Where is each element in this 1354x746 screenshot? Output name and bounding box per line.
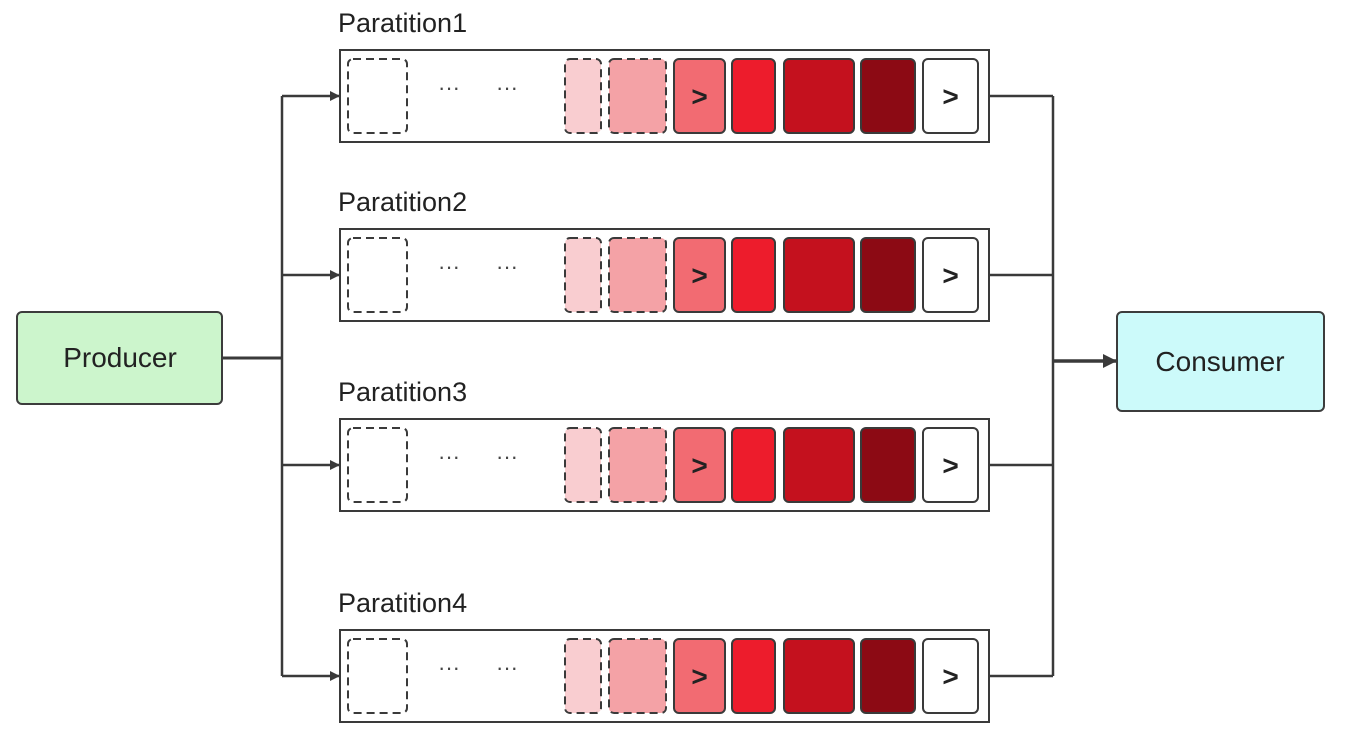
queue-cell-message-crimson [784, 639, 854, 713]
producer-node[interactable] [17, 312, 222, 404]
queue-cell-pending-pink [609, 238, 666, 312]
queue-ellipsis: ··· [496, 254, 518, 279]
producer-label: Producer [63, 342, 177, 373]
queue-cell-pending-light [565, 639, 601, 713]
queue-ellipsis: ··· [496, 655, 518, 680]
partition-label: Paratition2 [338, 187, 468, 217]
cell-arrow-label: > [942, 661, 959, 692]
cell-arrow-label: > [942, 260, 959, 291]
consumer-node[interactable] [1117, 312, 1324, 411]
queue-cell-empty-slot [348, 238, 407, 312]
consumer-label: Consumer [1155, 346, 1285, 377]
queue-ellipsis: ··· [438, 655, 460, 680]
queue-cell-message-darkred [861, 639, 915, 713]
queue-ellipsis: ··· [438, 75, 460, 100]
partition-label: Paratition3 [338, 377, 468, 407]
queue-ellipsis: ··· [496, 75, 518, 100]
queue-cell-pending-pink [609, 428, 666, 502]
queue-cell-message-crimson [784, 238, 854, 312]
queue-ellipsis: ··· [496, 444, 518, 469]
queue-cell-message-red [732, 59, 775, 133]
queue-cell-message-darkred [861, 428, 915, 502]
queue-cell-message-crimson [784, 59, 854, 133]
queue-cell-message-red [732, 428, 775, 502]
partition-label: Paratition4 [338, 588, 468, 618]
queue-cell-message-darkred [861, 238, 915, 312]
partition-3 [338, 377, 989, 511]
partition-2 [338, 187, 989, 321]
cell-arrow-label: > [691, 260, 708, 291]
queue-cell-pending-pink [609, 639, 666, 713]
partition-1 [338, 8, 989, 142]
queue-cell-message-red [732, 639, 775, 713]
queue-cell-empty-slot [348, 59, 407, 133]
queue-cell-message-crimson [784, 428, 854, 502]
cell-arrow-label: > [691, 661, 708, 692]
queue-cell-pending-light [565, 428, 601, 502]
queue-cell-message-darkred [861, 59, 915, 133]
partition-4 [338, 588, 989, 722]
cell-arrow-label: > [691, 450, 708, 481]
queue-cell-empty-slot [348, 428, 407, 502]
queue-cell-pending-light [565, 238, 601, 312]
queue-cell-pending-pink [609, 59, 666, 133]
queue-cell-pending-light [565, 59, 601, 133]
queue-ellipsis: ··· [438, 444, 460, 469]
queue-ellipsis: ··· [438, 254, 460, 279]
queue-cell-message-red [732, 238, 775, 312]
cell-arrow-label: > [942, 450, 959, 481]
partitions [338, 8, 989, 722]
cell-arrow-label: > [942, 81, 959, 112]
queue-cell-empty-slot [348, 639, 407, 713]
cell-arrow-label: > [691, 81, 708, 112]
partition-label: Paratition1 [338, 8, 468, 38]
